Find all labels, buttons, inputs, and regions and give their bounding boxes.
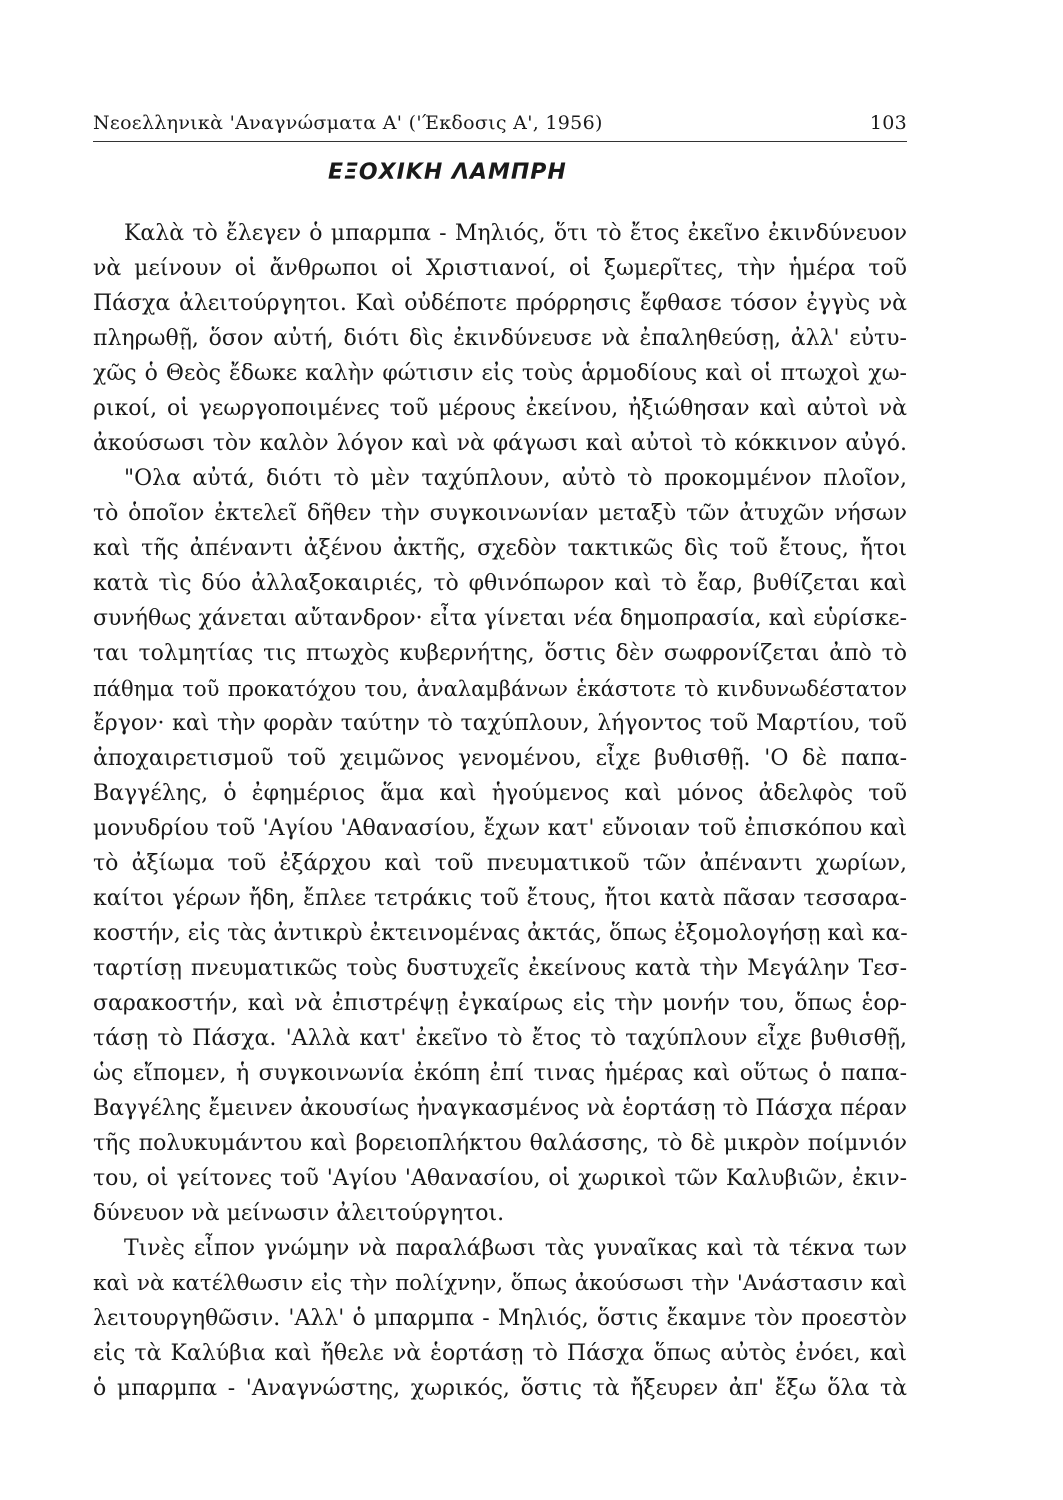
text-line: του, οἱ γείτονες τοῦ 'Αγίου 'Αθανασίου, οἱ χωρικοὶ τῶν Καλυβιῶν, ἐκιν- xyxy=(93,1166,907,1191)
text-line: ρικοί, οἱ γεωργοποιμένες τοῦ μέρους ἐκείνου, ἠξιώθησαν καὶ αὐτοὶ νὰ xyxy=(93,396,907,421)
text-line: νὰ μείνουν οἱ ἄνθρωποι οἱ Χριστιανοί, οἱ ξωμερῖτες, τὴν ἡμέρα τοῦ xyxy=(93,256,907,281)
text-line: Τινὲς εἶπον γνώμην νὰ παραλάβωσι τὰς γυναῖκας καὶ τὰ τέκνα των xyxy=(124,1236,907,1261)
header-rule xyxy=(93,141,907,142)
text-line: "Ολα αὐτά, διότι τὸ μὲν ταχύπλουν, αὐτὸ τὸ προκομμένον πλοῖον, xyxy=(124,466,907,491)
text-line: τὸ ἀξίωμα τοῦ ἐξάρχου καὶ τοῦ πνευματικοῦ τῶν ἀπέναντι χωρίων, xyxy=(93,851,907,876)
text-line: εἰς τὰ Καλύβια καὶ ἤθελε νὰ ἑορτάσῃ τὸ Πάσχα ὅπως αὐτὸς ἐνόει, καὶ xyxy=(93,1341,907,1366)
text-line: ται τολμητίας τις πτωχὸς κυβερνήτης, ὅστις δὲν σωφρονίζεται ἀπὸ τὸ xyxy=(93,641,907,666)
text-line: δύνευον νὰ μείνωσιν ἀλειτούργητοι. xyxy=(93,1201,505,1226)
text-line: λειτουργηθῶσιν. 'Αλλ' ὁ μπαρμπα - Μηλιός, ὅστις ἔκαμνε τὸν προεστὸν xyxy=(93,1306,907,1331)
text-line: Καλὰ τὸ ἔλεγεν ὁ μπαρμπα - Μηλιός, ὅτι τὸ ἔτος ἐκεῖνο ἐκινδύνευον xyxy=(124,221,907,246)
text-line: πάθημα τοῦ προκατόχου του, ἀναλαμβάνων ἑκάστοτε τὸ κινδυνωδέστατον xyxy=(93,677,907,701)
text-line: τὸ ὁποῖον ἐκτελεῖ δῆθεν τὴν συγκοινωνίαν μεταξὺ τῶν ἀτυχῶν νήσων xyxy=(93,501,907,526)
text-line: κοστήν, εἰς τὰς ἀντικρὺ ἐκτεινομένας ἀκτάς, ὅπως ἐξομολογήσῃ καὶ κα- xyxy=(93,921,908,946)
text-line: κατὰ τὶς δύο ἀλλαξοκαιριές, τὸ φθινόπωρον καὶ τὸ ἔαρ, βυθίζεται καὶ xyxy=(93,571,907,596)
text-line: μονυδρίου τοῦ 'Αγίου 'Αθανασίου, ἔχων κατ' εὔνοιαν τοῦ ἐπισκόπου καὶ xyxy=(93,816,907,841)
text-line: Βαγγέλης ἔμεινεν ἀκουσίως ἠναγκασμένος νὰ ἑορτάσῃ τὸ Πάσχα πέραν xyxy=(93,1096,907,1121)
text-line: ἀκούσωσι τὸν καλὸν λόγον καὶ νὰ φάγωσι καὶ αὐτοὶ τὸ κόκκινον αὐγό. xyxy=(93,431,907,456)
text-line: καὶ νὰ κατέλθωσιν εἰς τὴν πολίχνην, ὅπως ἀκούσωσι τὴν 'Ανάστασιν καὶ xyxy=(93,1271,907,1296)
text-line: ταρτίσῃ πνευματικῶς τοὺς δυστυχεῖς ἐκείνους κατὰ τὴν Μεγάλην Τεσ- xyxy=(93,956,907,981)
text-line: συνήθως χάνεται αὔτανδρον· εἶτα γίνεται νέα δημοπρασία, καὶ εὑρίσκε- xyxy=(93,606,907,631)
text-line: καὶ τῆς ἀπέναντι ἀξένου ἀκτῆς, σχεδὸν τακτικῶς δὶς τοῦ ἔτους, ἤτοι xyxy=(93,536,907,561)
text-line: πληρωθῇ, ὅσον αὐτή, διότι δὶς ἐκινδύνευσε νὰ ἐπαληθεύσῃ, ἀλλ' εὐτυ- xyxy=(93,326,907,351)
text-line: τάσῃ τὸ Πάσχα. 'Αλλὰ κατ' ἐκεῖνο τὸ ἔτος τὸ ταχύπλουν εἶχε βυθισθῇ, xyxy=(93,1026,907,1051)
text-line: Βαγγέλης, ὁ ἐφημέριος ἅμα καὶ ἡγούμενος καὶ μόνος ἀδελφὸς τοῦ xyxy=(93,781,907,806)
page-number: 103 xyxy=(869,112,907,134)
text-line: σαρακοστήν, καὶ νὰ ἐπιστρέψῃ ἐγκαίρως εἰς τὴν μονήν του, ὅπως ἑορ- xyxy=(93,991,907,1016)
chapter-title: ΕΞΟΧΙΚΗ ΛΑΜΠΡΗ xyxy=(328,160,567,185)
text-line: ὡς εἴπομεν, ἡ συγκοινωνία ἐκόπη ἐπί τινας ἡμέρας καὶ οὕτως ὁ παπα- xyxy=(93,1061,907,1086)
text-line: καίτοι γέρων ἤδη, ἔπλεε τετράκις τοῦ ἔτους, ἤτοι κατὰ πᾶσαν τεσσαρα- xyxy=(93,886,907,911)
text-line: ὁ μπαρμπα - 'Αναγνώστης, χωρικός, ὅστις τὰ ἤξευρεν ἀπ' ἔξω ὅλα τὰ xyxy=(93,1376,907,1401)
text-line: ἔργον· καὶ τὴν φορὰν ταύτην τὸ ταχύπλουν, λήγοντος τοῦ Μαρτίου, τοῦ xyxy=(93,711,907,736)
running-header xyxy=(93,112,907,140)
text-line: Πάσχα ἀλειτούργητοι. Καὶ οὐδέποτε πρόρρησις ἔφθασε τόσον ἐγγὺς νὰ xyxy=(93,291,907,316)
text-line: τῆς πολυκυμάντου καὶ βορειοπλήκτου θαλάσσης, τὸ δὲ μικρὸν ποίμνιόν xyxy=(93,1131,907,1156)
text-line: ἀποχαιρετισμοῦ τοῦ χειμῶνος γενομένου, εἶχε βυθισθῇ. 'Ο δὲ παπα- xyxy=(93,746,907,771)
text-line: χῶς ὁ Θεὸς ἔδωκε καλὴν φώτισιν εἰς τοὺς ἁρμοδίους καὶ οἱ πτωχοὶ χω- xyxy=(93,361,907,386)
running-title: Νεοελληνικὰ 'Αναγνώσματα Α' ('Έκδοσις Α', 1956) xyxy=(93,112,603,134)
